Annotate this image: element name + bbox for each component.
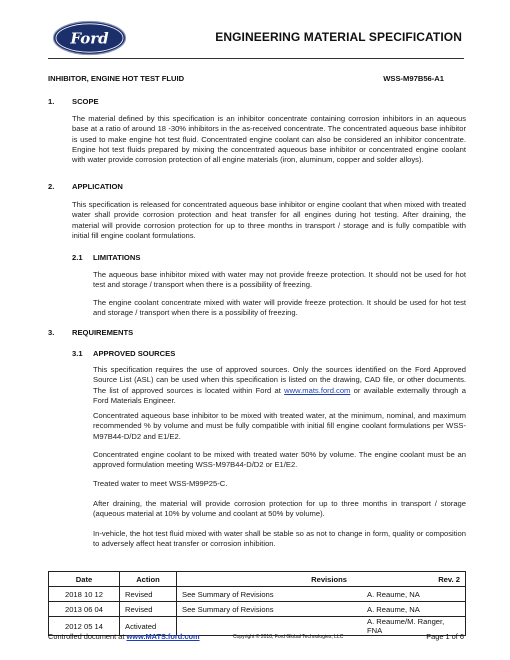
row-action: Revised	[120, 602, 177, 617]
approved-sources-paragraph-2: Concentrated aqueous base inhibitor to be mixed with treated water, at the minimum, nominal, and maximum recommended % by volume and must be fully compatible with initial fill engine coolant formulations per WSS-M97B44-D/D2 and E1/E2.	[93, 411, 466, 441]
revision-table	[48, 571, 466, 636]
approved-sources-paragraph-6: In-vehicle, the hot test fluid mixed with water shall be stable so as not to change in form, quality or composition to adversely affect heat transfer or corrosion inhibition.	[93, 529, 466, 549]
section-title-limitations: LIMITATIONS	[93, 253, 141, 262]
footer-controlled-document	[48, 632, 200, 641]
row-date: 2018 10 12	[49, 587, 120, 602]
row-date: 2013 06 04	[49, 602, 120, 617]
approved-sources-paragraph-5: After draining, the material will provide corrosion protection for up to three months in transport / storage (aqueous material at 10% by volume and coolant at 50% by volume).	[93, 499, 466, 519]
header-revisions-cell	[177, 572, 466, 587]
header-title: ENGINEERING MATERIAL SPECIFICATION	[215, 30, 462, 44]
header-action: Action	[120, 572, 177, 587]
section-number-scope: 1.	[48, 97, 55, 106]
document-title: INHIBITOR, ENGINE HOT TEST FLUID	[48, 74, 185, 83]
table-row	[49, 602, 466, 617]
scope-paragraph: The material defined by this specification is an inhibitor concentrate containing corrosion inhibitors in an aqueous base at a ratio of around 18 -30% inhibitors in the as-received concentrate. The concentrated aqueous base inhibitor is used to make engine hot test fluid. Concentrated engine coolant can also be considered an inhibitor concentrate. Engine hot test fluids prepared by mixing the concentrated aqueous base inhibitor or concentrated engine coolant with water provide corrosion protection of all engine materials (iron, aluminum, copper and solder alloys).	[72, 114, 466, 165]
row-action: Revised	[120, 587, 177, 602]
approved-sources-text-before-link: This specification requires the use of approved sources. Only the sources identified on the Ford Approved Source List (ASL) can be used when this specification is listed on the drawing, CAD file, or other documents. The list of approved sources is located within Ford at	[93, 365, 466, 395]
approved-sources-paragraph-1	[93, 365, 466, 406]
row-date: 2012 05 14	[49, 617, 120, 636]
header-rev-number: Rev. 2	[438, 574, 460, 584]
header-revisions: Revisions	[311, 574, 347, 584]
approved-sources-paragraph-4: Treated water to meet WSS-M99P25-C.	[93, 479, 228, 488]
approved-sources-text-after-link: or available externally through a Ford Materials Engineer.	[93, 385, 466, 405]
header-divider	[48, 58, 464, 59]
section-title-application: APPLICATION	[72, 182, 123, 191]
footer-left-text: Controlled document at	[48, 632, 127, 641]
limitations-paragraph-1: The aqueous base inhibitor mixed with water may not provide freeze protection. It should not be used for hot test and storage / transport when there is a possibility of freezing.	[93, 270, 466, 290]
approved-sources-paragraph-3: Concentrated engine coolant to be mixed with treated water 50% by volume. The engine coolant must be an approved formulation meeting WSS-M97B44-D/D2 or E1/E2.	[93, 450, 466, 470]
ford-logo-text: Ford	[70, 29, 109, 48]
row-author: A. Reaume, NA	[362, 587, 466, 602]
header-date: Date	[49, 572, 120, 587]
section-number-limitations: 2.1	[72, 253, 83, 262]
footer-copyright: Copyright © 2018, Ford Global Technologies, LLC	[233, 634, 344, 640]
row-description: See Summary of Revisions	[177, 587, 363, 602]
footer-page-number: Page 1 of 6	[426, 632, 464, 641]
section-title-scope: SCOPE	[72, 97, 99, 106]
section-number-application: 2.	[48, 182, 55, 191]
application-paragraph: This specification is released for concentrated aqueous base inhibitor or engine coolant that when mixed with treated water shall provide corrosion protection and heat transfer for all engines during hot testing. After draining, the material will provide corrosion protection for up to three months in transport / storage and is fully compatible with initial fill engine coolant formulations.	[72, 200, 466, 240]
mats-link[interactable]: www.mats.ford.com	[284, 385, 351, 395]
revision-table-header	[49, 572, 466, 587]
section-number-requirements: 3.	[48, 328, 55, 337]
row-description	[177, 617, 363, 636]
limitations-paragraph-2: The engine coolant concentrate mixed with water will provide freeze protection. It should be used for hot test and storage / transport when there is a possibility of freezing.	[93, 298, 466, 318]
footer-mats-link[interactable]: www.MATS.ford.com	[126, 632, 200, 641]
ford-logo	[52, 20, 127, 56]
section-title-approved-sources: APPROVED SOURCES	[93, 349, 176, 358]
table-row	[49, 587, 466, 602]
row-action: Activated	[120, 617, 177, 636]
section-title-requirements: REQUIREMENTS	[72, 328, 134, 337]
section-number-approved-sources: 3.1	[72, 349, 83, 358]
document-number: WSS-M97B56-A1	[383, 74, 444, 83]
row-description: See Summary of Revisions	[177, 602, 363, 617]
row-author: A. Reaume, NA	[362, 602, 466, 617]
row-author: A. Reaume/M. Ranger, FNA	[362, 617, 466, 636]
